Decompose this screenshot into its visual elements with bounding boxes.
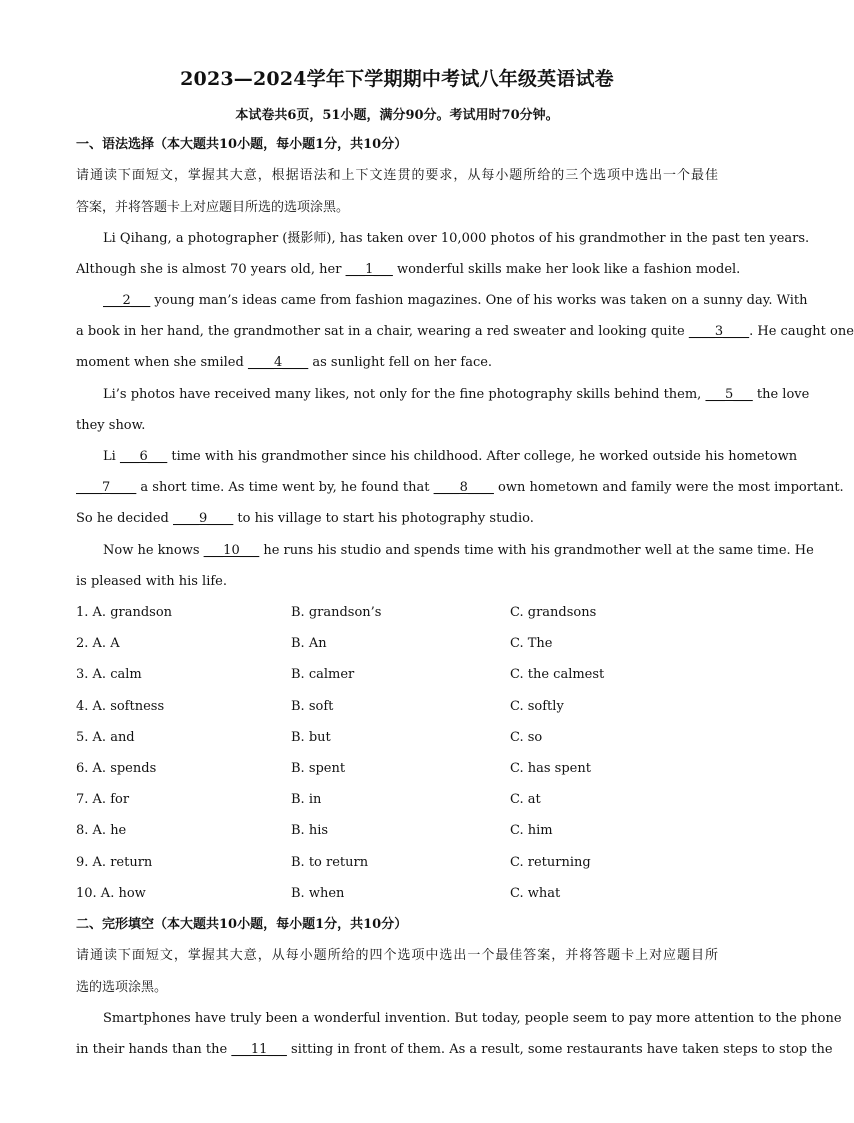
section2-instruction-line2: 选的选项涂黑。 xyxy=(76,980,168,995)
blank-7: ____7____ xyxy=(76,480,137,495)
passage1-para4-line2: ____7____ a short time. As time went by, he found that ____8____ own hometown and family were the most important. xyxy=(76,480,844,495)
question-5-option-c: C. so xyxy=(510,730,543,745)
question-4-option-b: B. soft xyxy=(291,699,334,714)
blank-3: ____3____ xyxy=(688,324,750,339)
section1-instruction-line1: 请通读下面短文，掌握其大意，根据语法和上下文连贯的要求，从每小题所给的三个选项中选出一个最佳 xyxy=(76,168,718,183)
question-10-option-a: 10. A. how xyxy=(76,886,146,901)
passage1-para4-line3: So he decided ____9____ to his village to start his photography studio. xyxy=(76,511,534,526)
question-7-option-b: B. in xyxy=(291,792,322,807)
blank-6: ___6___ xyxy=(119,449,168,464)
question-1-option-b: B. grandson’s xyxy=(291,605,382,620)
passage1-para2-line1: ___2___ young man’s ideas came from fashion magazines. One of his works was taken on a sunny day. With xyxy=(103,293,808,308)
question-8-option-b: B. his xyxy=(291,823,329,838)
section2-instruction-line1: 请通读下面短文，掌握其大意，从每小题所给的四个选项中选出一个最佳答案，并将答题卡上对应题目所 xyxy=(76,948,718,963)
passage2-para1-line2: in their hands than the ___11___ sitting in front of them. As a result, some restaurants have taken steps to stop the xyxy=(76,1042,833,1057)
blank-5: ___5___ xyxy=(705,387,753,402)
question-10-option-b: B. when xyxy=(291,886,345,901)
question-3-option-c: C. the calmest xyxy=(510,667,605,682)
passage1-para4-line1: Li ___6___ time with his grandmother since his childhood. After college, he worked outside his hometown xyxy=(103,449,798,464)
question-4-option-a: 4. A. softness xyxy=(76,699,165,714)
passage1-para2-line3: moment when she smiled ____4____ as sunlight fell on her face. xyxy=(76,355,493,370)
blank-8: ____8____ xyxy=(433,480,494,495)
question-8-option-a: 8. A. he xyxy=(76,823,127,838)
question-6-option-c: C. has spent xyxy=(510,761,591,776)
section1-heading: 一、语法选择（本大题共10小题，每小题1分，共10分） xyxy=(76,137,408,152)
question-7-option-c: C. at xyxy=(510,792,541,807)
question-3-option-b: B. calmer xyxy=(291,667,355,682)
question-1-option-a: 1. A. grandson xyxy=(76,605,173,620)
question-7-option-a: 7. A. for xyxy=(76,792,130,807)
passage1-para1-line1: Li Qihang, a photographer (摄影师), has taken over 10,000 photos of his grandmother in the past ten years. xyxy=(103,231,810,246)
passage1-para2-line2: a book in her hand, the grandmother sat in a chair, wearing a red sweater and looking quite ____3____. He caught one xyxy=(76,324,854,339)
question-6-option-b: B. spent xyxy=(291,761,346,776)
question-1-option-c: C. grandsons xyxy=(510,605,597,620)
question-9-option-b: B. to return xyxy=(291,855,369,870)
blank-2: ___2___ xyxy=(103,293,151,308)
passage1-para5-line1: Now he knows ___10___ he runs his studio and spends time with his grandmother well at the same time. He xyxy=(103,543,814,558)
section1-instruction-line2: 答案，并将答题卡上对应题目所选的选项涂黑。 xyxy=(76,200,350,215)
passage1-para1-line2: Although she is almost 70 years old, her ___1___ wonderful skills make her look like a fashion model. xyxy=(76,262,741,277)
passage1-para5-line2: is pleased with his life. xyxy=(76,574,228,589)
question-4-option-c: C. softly xyxy=(510,699,564,714)
blank-9: ____9____ xyxy=(173,511,234,526)
exam-title: 2023—2024学年下学期期中考试八年级英语试卷 xyxy=(180,68,614,90)
question-9-option-c: C. returning xyxy=(510,855,591,870)
question-6-option-a: 6. A. spends xyxy=(76,761,157,776)
question-5-option-a: 5. A. and xyxy=(76,730,135,745)
passage1-para3-line2: they show. xyxy=(76,418,146,433)
passage2-para1-line1: Smartphones have truly been a wonderful invention. But today, people seem to pay more attention to the phone xyxy=(103,1011,842,1026)
question-2-option-b: B. An xyxy=(291,636,327,651)
question-2-option-a: 2. A. A xyxy=(76,636,120,651)
question-2-option-c: C. The xyxy=(510,636,553,651)
blank-11: ___11___ xyxy=(231,1042,287,1057)
blank-4: ____4____ xyxy=(247,355,309,370)
question-5-option-b: B. but xyxy=(291,730,331,745)
question-10-option-c: C. what xyxy=(510,886,561,901)
passage1-para3-line1: Li’s photos have received many likes, not only for the fine photography skills behind them, ___5___ the love xyxy=(103,387,810,402)
exam-subtitle: 本试卷共6页，51小题，满分90分。考试用时70分钟。 xyxy=(235,108,559,123)
question-3-option-a: 3. A. calm xyxy=(76,667,142,682)
question-9-option-a: 9. A. return xyxy=(76,855,153,870)
blank-10: ___10___ xyxy=(203,543,260,558)
section2-heading: 二、完形填空（本大题共10小题，每小题1分，共10分） xyxy=(76,917,408,932)
question-8-option-c: C. him xyxy=(510,823,553,838)
blank-1: ___1___ xyxy=(345,262,393,277)
